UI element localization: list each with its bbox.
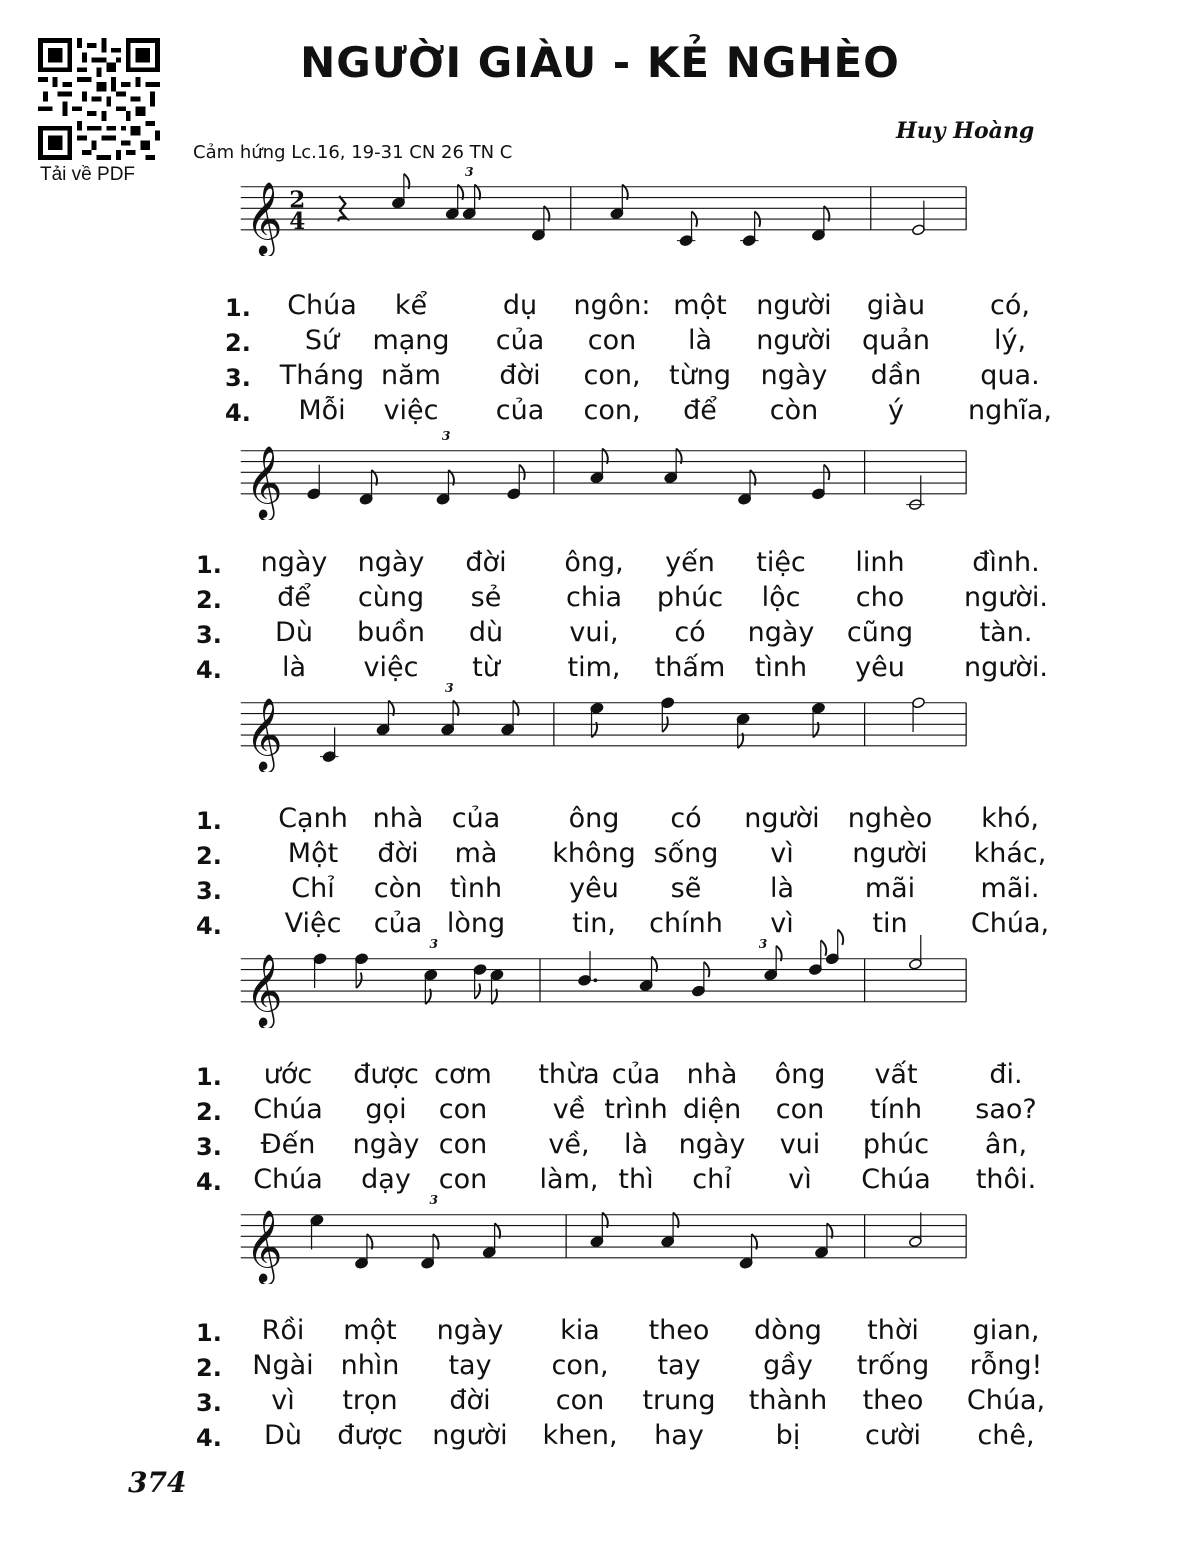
note-icon — [359, 470, 377, 505]
treble-clef-icon: 𝄞 — [245, 444, 283, 519]
lyric-syllable: người. — [964, 652, 1048, 683]
lyric-syllable: người — [852, 838, 928, 869]
music-staff — [0, 156, 1200, 256]
lyric-syllable: là — [623, 1129, 649, 1160]
lyric-syllable: con, — [583, 360, 641, 391]
page-number: 374 — [128, 1466, 187, 1499]
lyric-syllable: Ngài — [252, 1350, 314, 1381]
lyric-syllable: Một — [287, 838, 339, 869]
verse-number: 1. — [196, 551, 222, 579]
lyric-syllable: của — [495, 325, 545, 356]
verse-number: 2. — [196, 586, 222, 614]
lyric-line — [0, 325, 1200, 360]
lyric-line — [0, 617, 1200, 652]
lyric-line — [0, 803, 1200, 838]
lyric-syllable: để — [277, 582, 311, 613]
lyric-syllable: sao? — [975, 1094, 1037, 1125]
scripture-reference: Cảm hứng Lc.16, 19-31 CN 26 TN C — [193, 142, 513, 163]
lyric-syllable: theo — [648, 1315, 710, 1346]
lyric-syllable: Tháng — [279, 360, 365, 391]
note-icon — [490, 969, 504, 1004]
lyric-syllable: có, — [990, 290, 1030, 321]
verse-number: 3. — [196, 1389, 222, 1417]
note-icon — [532, 206, 550, 241]
lyric-syllable: việc — [363, 652, 419, 683]
lyric-syllable: dụ — [502, 290, 538, 321]
lyric-syllable: giàu — [866, 290, 926, 321]
verse-number: 2. — [196, 1098, 222, 1126]
lyric-syllable: mãi — [864, 873, 916, 904]
lyric-syllable: trình — [604, 1094, 668, 1125]
lyric-syllable: dòng — [754, 1315, 822, 1346]
lyrics-block — [0, 1059, 1200, 1199]
lyric-syllable: không — [552, 838, 636, 869]
triplet-mark: 3 — [429, 936, 439, 951]
note-icon — [912, 697, 926, 732]
note-icon — [812, 702, 826, 737]
note-icon — [441, 700, 459, 735]
treble-clef-icon: 𝄞 — [245, 180, 283, 255]
lyric-syllable: mà — [454, 838, 498, 869]
lyric-syllable: qua. — [980, 360, 1040, 391]
note-icon — [736, 713, 750, 748]
treble-clef-icon: 𝄞 — [245, 952, 283, 1027]
lyric-syllable: con — [775, 1094, 825, 1125]
verse-number: 4. — [196, 656, 222, 684]
note-icon — [310, 1214, 324, 1249]
lyric-line — [0, 290, 1200, 325]
verse-number: 1. — [225, 294, 251, 322]
lyric-syllable: của — [451, 803, 501, 834]
lyric-syllable: dạy — [361, 1164, 411, 1195]
lyric-syllable: tình — [449, 873, 503, 904]
lyric-syllable: khen, — [542, 1420, 618, 1451]
lyric-syllable: Chỉ — [291, 873, 335, 904]
lyric-syllable: Rồi — [261, 1315, 305, 1346]
lyric-syllable: ngày — [260, 547, 328, 578]
lyric-syllable: tình — [754, 652, 808, 683]
lyric-syllable: kia — [560, 1315, 600, 1346]
verse-number: 4. — [196, 1424, 222, 1452]
note-icon — [424, 969, 438, 1004]
lyric-line — [0, 547, 1200, 582]
triplet-mark: 3 — [441, 428, 451, 443]
verse-number: 2. — [225, 329, 251, 357]
lyric-syllable: ý — [888, 395, 904, 426]
lyric-syllable: con — [438, 1094, 488, 1125]
lyric-syllable: nghèo — [847, 803, 933, 834]
lyric-syllable: có — [674, 617, 706, 648]
lyric-syllable: phúc — [656, 582, 724, 613]
note-icon — [421, 1234, 439, 1269]
music-staff — [0, 1184, 1200, 1284]
lyric-syllable: về — [552, 1094, 586, 1125]
lyric-syllable: thành — [748, 1385, 828, 1416]
verse-number: 1. — [196, 1319, 222, 1347]
lyric-syllable: cười — [865, 1420, 921, 1451]
lyric-line — [0, 1420, 1200, 1455]
lyric-syllable: Chúa — [253, 1164, 323, 1195]
lyric-syllable: con — [587, 325, 637, 356]
lyric-syllable: người — [432, 1420, 508, 1451]
lyric-syllable: chê, — [977, 1420, 1035, 1451]
lyric-syllable: tay — [657, 1350, 701, 1381]
lyric-syllable: thời — [867, 1315, 919, 1346]
note-icon — [661, 697, 675, 732]
note-icon — [578, 951, 598, 986]
lyric-syllable: sống — [653, 838, 719, 869]
note-icon — [692, 962, 710, 997]
composer-name: Huy Hoàng — [896, 118, 1035, 144]
verse-number: 2. — [196, 842, 222, 870]
lyric-syllable: một — [343, 1315, 397, 1346]
lyric-syllable: Chúa — [253, 1094, 323, 1125]
lyric-syllable: đời — [377, 838, 419, 869]
note-icon — [320, 727, 338, 762]
note-icon — [812, 465, 830, 500]
lyric-syllable: Chúa, — [970, 908, 1050, 939]
lyric-syllable: đời — [465, 547, 507, 578]
lyric-syllable: ngày — [357, 547, 425, 578]
note-icon — [664, 448, 682, 483]
note-icon — [909, 1212, 923, 1247]
lyric-syllable: yêu — [855, 652, 905, 683]
lyrics-block — [0, 290, 1200, 430]
lyric-syllable: rỗng! — [969, 1350, 1043, 1381]
lyric-syllable: vui, — [569, 617, 619, 648]
verse-number: 1. — [196, 807, 222, 835]
lyric-syllable: gian, — [972, 1315, 1040, 1346]
lyric-line — [0, 873, 1200, 908]
lyric-syllable: Đến — [260, 1129, 316, 1160]
note-icon — [661, 1212, 679, 1247]
lyric-syllable: vất — [874, 1059, 918, 1090]
lyric-syllable: dần — [870, 360, 922, 391]
lyric-syllable: để — [683, 395, 717, 426]
lyric-syllable: buồn — [357, 617, 425, 648]
time-signature-bottom: 4 — [289, 208, 306, 236]
lyric-syllable: sẽ — [670, 873, 702, 904]
lyric-syllable: trống — [856, 1350, 930, 1381]
lyric-syllable: ông — [774, 1059, 826, 1090]
lyric-syllable: vì — [271, 1385, 295, 1416]
lyric-syllable: gầy — [763, 1350, 813, 1381]
note-icon — [809, 940, 827, 975]
note-icon — [740, 211, 760, 246]
note-icon — [473, 964, 487, 999]
lyric-syllable: con — [438, 1129, 488, 1160]
lyric-line — [0, 1059, 1200, 1094]
lyric-syllable: tin — [872, 908, 908, 939]
verse-number: 3. — [225, 364, 251, 392]
note-icon — [639, 956, 657, 991]
lyric-syllable: Chúa — [287, 290, 357, 321]
lyric-syllable: là — [687, 325, 713, 356]
verse-number: 1. — [196, 1063, 222, 1091]
note-icon — [677, 211, 697, 246]
lyric-syllable: con — [438, 1164, 488, 1195]
note-icon — [392, 174, 410, 209]
lyric-syllable: lý, — [993, 325, 1027, 356]
note-icon — [912, 201, 926, 236]
lyric-syllable: chỉ — [692, 1164, 732, 1195]
lyric-syllable: còn — [769, 395, 819, 426]
lyric-syllable: lộc — [761, 582, 801, 613]
verse-number: 4. — [196, 912, 222, 940]
lyric-syllable: chia — [565, 582, 623, 613]
lyric-syllable: từng — [669, 360, 731, 391]
lyric-line — [0, 1350, 1200, 1385]
triplet-mark: 3 — [464, 164, 474, 179]
verse-number: 3. — [196, 1133, 222, 1161]
lyric-syllable: yến — [665, 547, 715, 578]
lyric-syllable: cơm — [434, 1059, 492, 1090]
lyric-syllable: ngày — [436, 1315, 504, 1346]
note-icon — [501, 700, 519, 735]
lyric-syllable: của — [611, 1059, 661, 1090]
lyric-syllable: dù — [468, 617, 504, 648]
lyric-syllable: còn — [373, 873, 423, 904]
verse-number: 2. — [196, 1354, 222, 1382]
lyric-syllable: Sứ — [304, 325, 340, 356]
triplet-mark: 3 — [444, 680, 454, 695]
music-staff — [0, 672, 1200, 772]
note-icon — [376, 700, 394, 735]
lyric-line — [0, 1315, 1200, 1350]
lyric-syllable: theo — [862, 1385, 924, 1416]
lyric-syllable: vì — [770, 838, 794, 869]
note-icon — [738, 470, 756, 505]
lyric-syllable: từ — [472, 652, 500, 683]
lyric-syllable: ngày — [352, 1129, 420, 1160]
lyric-syllable: bị — [775, 1420, 801, 1451]
note-icon — [307, 465, 321, 500]
lyric-syllable: tính — [869, 1094, 923, 1125]
lyric-syllable: thôi. — [975, 1164, 1037, 1195]
triplet-mark: 3 — [429, 1192, 439, 1207]
note-icon — [815, 1223, 833, 1258]
lyric-syllable: phúc — [862, 1129, 930, 1160]
lyric-syllable: ông, — [564, 547, 624, 578]
music-staff — [0, 420, 1200, 520]
lyric-syllable: con, — [551, 1350, 609, 1381]
lyric-syllable: thừa — [538, 1059, 600, 1090]
lyrics-block — [0, 803, 1200, 943]
lyric-line — [0, 838, 1200, 873]
note-icon — [355, 1234, 373, 1269]
lyrics-block — [0, 547, 1200, 687]
lyric-syllable: kể — [394, 290, 428, 321]
lyric-syllable: năm — [381, 360, 441, 391]
lyric-syllable: có — [670, 803, 702, 834]
triplet-mark: 3 — [758, 936, 768, 951]
lyric-syllable: của — [495, 395, 545, 426]
note-icon — [610, 184, 628, 219]
lyric-syllable: là — [281, 652, 307, 683]
verse-number: 4. — [225, 399, 251, 427]
lyric-syllable: Chúa — [861, 1164, 931, 1195]
lyric-syllable: việc — [383, 395, 439, 426]
lyric-syllable: người — [756, 325, 832, 356]
note-icon — [590, 702, 604, 737]
lyric-syllable: Cạnh — [278, 803, 348, 834]
note-icon — [739, 1234, 757, 1269]
note-icon — [909, 935, 923, 970]
lyric-syllable: ngày — [678, 1129, 746, 1160]
lyric-syllable: tay — [448, 1350, 492, 1381]
lyric-syllable: linh — [855, 547, 905, 578]
lyric-syllable: ngày — [747, 617, 815, 648]
note-icon — [906, 475, 924, 510]
lyric-syllable: người. — [964, 582, 1048, 613]
lyric-syllable: một — [673, 290, 727, 321]
lyric-syllable: cho — [855, 582, 905, 613]
lyric-syllable: con, — [583, 395, 641, 426]
lyric-syllable: khó, — [981, 803, 1039, 834]
lyric-syllable: trọn — [342, 1385, 398, 1416]
lyric-syllable: người — [756, 290, 832, 321]
verse-number: 3. — [196, 621, 222, 649]
treble-clef-icon: 𝄞 — [245, 696, 283, 771]
lyric-line — [0, 582, 1200, 617]
note-icon — [355, 953, 369, 988]
lyrics-block — [0, 1315, 1200, 1455]
lyric-syllable: đời — [449, 1385, 491, 1416]
lyric-syllable: người — [744, 803, 820, 834]
lyric-syllable: vui — [779, 1129, 821, 1160]
note-icon — [482, 1223, 500, 1258]
verse-number: 4. — [196, 1168, 222, 1196]
note-icon — [507, 465, 525, 500]
treble-clef-icon: 𝄞 — [245, 1208, 283, 1283]
lyric-syllable: gọi — [365, 1094, 407, 1125]
song-title: NGƯỜI GIÀU - KẺ NGHÈO — [300, 38, 900, 87]
lyric-syllable: ân, — [984, 1129, 1028, 1160]
time-signature-top: 2 — [289, 186, 306, 214]
lyric-syllable: đi. — [989, 1059, 1023, 1090]
lyric-syllable: cùng — [357, 582, 425, 613]
note-icon — [436, 470, 454, 505]
lyric-syllable: được — [353, 1059, 419, 1090]
lyric-line — [0, 1385, 1200, 1420]
lyric-syllable: ngôn: — [573, 290, 651, 321]
lyric-line — [0, 360, 1200, 395]
lyric-syllable: Chúa, — [966, 1385, 1046, 1416]
note-icon — [445, 184, 463, 219]
lyric-syllable: mạng — [372, 325, 450, 356]
lyric-syllable: sẻ — [470, 582, 502, 613]
qr-download-label[interactable]: Tải về PDF — [40, 164, 136, 185]
lyric-syllable: ước — [263, 1059, 313, 1090]
lyric-syllable: ngày — [760, 360, 828, 391]
lyric-syllable: nhìn — [340, 1350, 400, 1381]
note-icon — [825, 930, 843, 965]
lyric-syllable: chính — [649, 908, 723, 939]
lyric-syllable: đời — [499, 360, 541, 391]
lyric-syllable: Dù — [264, 1420, 302, 1451]
lyric-syllable: vì — [788, 1164, 812, 1195]
lyric-syllable: làm, — [539, 1164, 599, 1195]
lyric-syllable: được — [337, 1420, 403, 1451]
lyric-syllable: về, — [548, 1129, 590, 1160]
lyric-syllable: thấm — [654, 652, 726, 683]
lyric-syllable: nhà — [372, 803, 424, 834]
lyric-syllable: vì — [770, 908, 794, 939]
lyric-syllable: thì — [618, 1164, 654, 1195]
note-icon — [812, 206, 830, 241]
lyric-syllable: diện — [682, 1094, 742, 1125]
note-icon — [590, 1212, 608, 1247]
lyric-syllable: tin, — [572, 908, 616, 939]
lyric-line — [0, 1094, 1200, 1129]
music-staff — [0, 928, 1200, 1028]
lyric-syllable: Việc — [284, 908, 342, 939]
lyric-syllable: Mỗi — [298, 395, 346, 426]
lyric-syllable: tiệc — [756, 547, 806, 578]
lyric-syllable: tàn. — [979, 617, 1033, 648]
lyric-syllable: Dù — [275, 617, 313, 648]
lyric-syllable: con — [555, 1385, 605, 1416]
note-icon — [590, 448, 608, 483]
lyric-syllable: tim, — [567, 652, 621, 683]
lyric-syllable: nghĩa, — [968, 395, 1052, 426]
verse-number: 3. — [196, 877, 222, 905]
lyric-syllable: ông — [568, 803, 620, 834]
lyric-syllable: của — [373, 908, 423, 939]
lyric-syllable: trung — [642, 1385, 716, 1416]
lyric-syllable: hay — [654, 1420, 704, 1451]
lyric-syllable: cũng — [846, 617, 914, 648]
lyric-syllable: yêu — [569, 873, 619, 904]
lyric-syllable: đình. — [972, 547, 1040, 578]
lyric-syllable: lòng — [446, 908, 506, 939]
lyric-line — [0, 1129, 1200, 1164]
lyric-syllable: mãi. — [980, 873, 1040, 904]
note-icon — [462, 184, 480, 219]
lyric-syllable: khác, — [973, 838, 1047, 869]
lyric-syllable: là — [769, 873, 795, 904]
lyric-syllable: nhà — [686, 1059, 738, 1090]
note-icon — [313, 953, 327, 988]
lyric-syllable: quản — [862, 325, 930, 356]
